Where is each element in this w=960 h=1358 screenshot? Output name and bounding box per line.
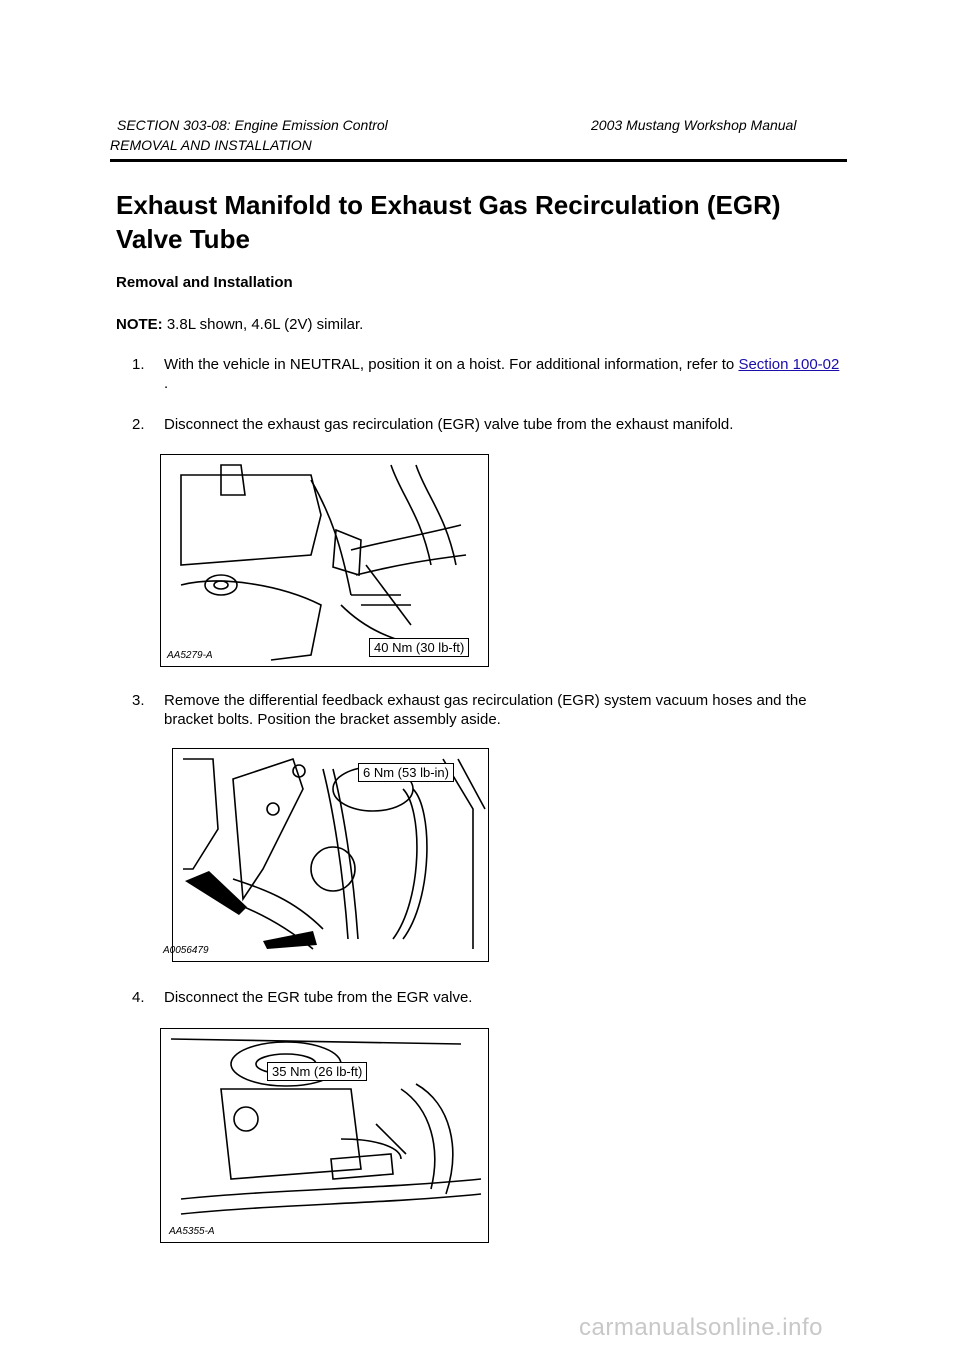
figure-1-illustration <box>161 455 488 666</box>
figure-id: AA5355-A <box>169 1226 215 1237</box>
step-text: Disconnect the EGR tube from the EGR valve. <box>164 989 473 1006</box>
step-number: 2. <box>132 416 145 433</box>
step-number: 4. <box>132 989 145 1006</box>
header-rule <box>110 159 847 162</box>
figure-id: AA5279-A <box>167 650 213 661</box>
note-label: NOTE: <box>116 316 163 333</box>
section-link[interactable]: Section 100-02 <box>738 356 840 373</box>
step-text: Remove the differential feedback exhaust gas recirculation (EGR) system vacuum hoses and the bracket bolts. Position the bracket assembly aside. <box>164 692 807 728</box>
subheading: Removal and Installation <box>116 274 293 291</box>
step-text-body: With the vehicle in NEUTRAL, position it on a hoist. For additional information, refer to <box>164 356 739 373</box>
figure-id: A0056479 <box>163 945 209 956</box>
step-text-after: . <box>164 375 169 392</box>
figure-egr-bracket <box>163 748 489 962</box>
torque-callout: 40 Nm (30 lb-ft) <box>369 638 469 657</box>
page-title: Exhaust Manifold to Exhaust Gas Recirculation (EGR) Valve Tube <box>116 190 781 254</box>
step-text <box>164 355 842 393</box>
step-text: Disconnect the exhaust gas recirculation (EGR) valve tube from the exhaust manifold. <box>164 416 734 433</box>
torque-callout: 35 Nm (26 lb-ft) <box>267 1062 367 1081</box>
watermark: carmanualsonline.info <box>579 1314 823 1341</box>
header-manual-title: 2003 Mustang Workshop Manual <box>591 117 797 133</box>
step-number: 3. <box>132 692 145 709</box>
header-subtitle: REMOVAL AND INSTALLATION <box>110 137 312 153</box>
figure-3-illustration <box>161 1029 488 1242</box>
note <box>116 316 363 333</box>
step-number: 1. <box>132 356 145 373</box>
header-section: SECTION 303-08: Engine Emission Control <box>117 117 388 133</box>
torque-callout: 6 Nm (53 lb-in) <box>358 763 454 782</box>
figure-egr-valve <box>160 1028 489 1243</box>
figure-egr-manifold-tube <box>160 454 489 667</box>
note-text: 3.8L shown, 4.6L (2V) similar. <box>166 316 364 333</box>
